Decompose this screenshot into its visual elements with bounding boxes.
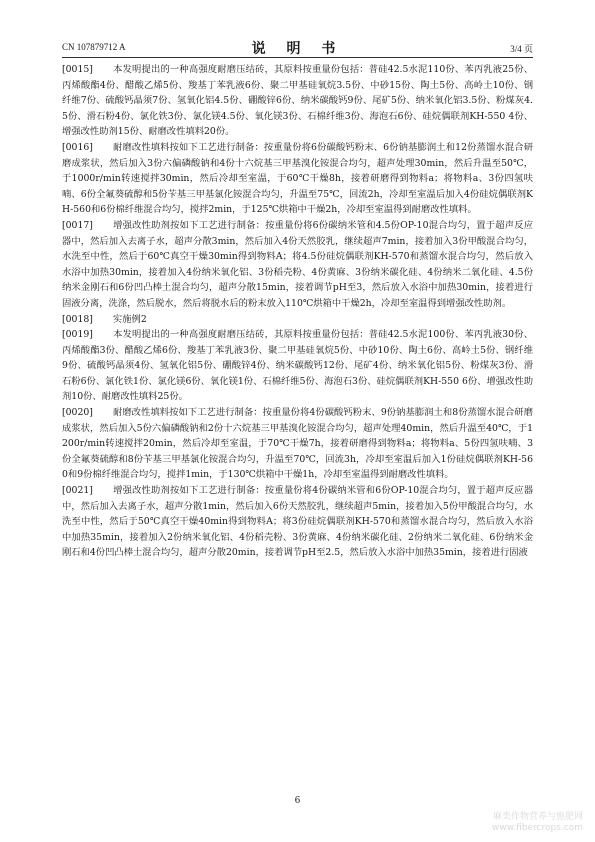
paragraph-0020 xyxy=(62,405,533,483)
paragraph-text: 本发明提出的一种高强度耐磨压结砖，其原料按重量份包括：普硅42.5水泥100份、苯丙乳液30份、丙烯酸酯3份、醋酸乙烯6份、羧基丁苯乳液3份、聚二甲基硅氧烷5份、中砂10份、陶土6份、高岭土5份、钢纤维9份、硫酸钙晶须4份、氢氧化铝5份、硼酸锌4份、纳米碳酸钙12份、尾矿4份、纳米氧化铝5份、粉煤灰3份、滑石粉6份、氯化铁1份、氯化镁6份、氧化镁1份、石棉纤维5份、海泡石3份、硅烷偶联剂KH-550 6份、增强改性助剂10份、耐磨改性填料25份。 xyxy=(62,329,533,403)
watermark-url: www.fibercrops.com xyxy=(492,823,583,833)
paragraph-text: 耐磨改性填料按如下工艺进行制备：按重量份将6份碳酸钙粉末、6份钠基膨润土和12份蒸馏水混合研磨成浆状，然后加入3份六偏磷酸钠和4份十六烷基三甲基溴化铵混合均匀，超声处理30min，然后升温至50℃，于1000r/min转速搅拌30min，然后冷却至室温，于60℃干燥8h，接着研磨得到物料a；将物料a、3份四氢呋喃、6份全氟葵硫醇和5份苄基三甲基氯化铵混合均匀，升温至75℃，回流2h，冷却至室温后加入4份硅烷偶联剂KH-560和6份棉纤维混合均匀，搅拌2min，于125℃烘箱中干燥2h，冷却至室温得到耐磨改性填料。 xyxy=(62,141,533,216)
document-body xyxy=(62,62,533,561)
paragraph-text: 增强改性助剂按如下工艺进行制备：按重量份将4份碳纳米管和6份OP-10混合均匀，置于超声反应器中，然后加入去离子水，超声分散1min，然后加入6份天然胶乳，继续超声5min，接着加入5份甲酸混合均匀，水洗至中性，然后于50℃真空干燥40min得到物料A；将3份硅烷偶联剂KH-570和蒸馏水混合均匀，然后放入水浴中加热35min，接着加入2份纳米氧化铝、4份稻壳粉、3份黄麻、4份纳米碳化硅、2份纳米二氧化硅、6份纳米金刚石和4份凹凸棒土混合均匀，超声分散20min，接着调节pH至2.5，然后放入水浴中加热35min，接着进行固液 xyxy=(62,485,533,559)
paragraph-0015 xyxy=(62,62,533,140)
page-info: 3/4 页 xyxy=(510,44,533,54)
paragraph-0017 xyxy=(62,218,533,312)
paragraph-number: [0015] xyxy=(62,64,93,75)
paragraph-text: 增强改性助剂按如下工艺进行制备：按重量份将6份碳纳米管和4.5份OP-10混合均匀，置于超声反应器中，然后加入去离子水，超声分散3min，然后加入4份天然胶乳，继续超声7min，接着加入3份甲酸混合均匀，水洗至中性，然后于60℃真空干燥30min得到物料A；将4.5份硅烷偶联剂KH-570和蒸馏水混合均匀，然后放入水浴中加热30min，接着加入4份纳米氧化铝、3份稻壳粉、4份黄麻、3份纳米碳化硅、4份纳米二氧化硅、4.5份纳米金刚石和6份凹凸棒土混合均匀，超声分散15min，接着调节pH至3，然后放入水浴中加热30min，接着进行固液分离，洗涤，然后脱水，然后将脱水后的粉末放入110℃烘箱中干燥2h，冷却至室温得到增强改性助剂。 xyxy=(62,219,533,309)
paragraph-number: [0017] xyxy=(62,219,93,231)
paragraph-number: [0020] xyxy=(62,407,93,419)
document-title: 说 明 书 xyxy=(251,41,344,57)
page-number: 6 xyxy=(294,796,301,806)
page-header xyxy=(62,38,533,58)
paragraph-0016 xyxy=(62,140,533,218)
site-watermark xyxy=(492,812,583,834)
paragraph-0021 xyxy=(62,483,533,561)
paragraph-number: [0021] xyxy=(62,485,93,497)
paragraph-number: [0019] xyxy=(62,329,93,341)
watermark-site-name: 麻类作物营养与施肥网 xyxy=(492,812,583,822)
paragraph-number: [0016] xyxy=(62,141,93,153)
paragraph-number: [0018] xyxy=(62,313,93,325)
header-rule xyxy=(62,57,533,58)
paragraph-0019 xyxy=(62,327,533,405)
paragraph-text: 本发明提出的一种高强度耐磨压结砖，其原料按重量份包括：普硅42.5水泥110份、苯丙乳液25份、丙烯酸酯4份、醋酸乙烯5份、羧基丁苯乳液6份、聚二甲基硅氧烷3.5份、中砂15份、陶土5份、高岭土10份、钢纤维7份、硫酸钙晶须7份、氢氧化铝4.5份、硼酸锌6份、纳米碳酸钙9份、尾矿5份、纳米氧化铝3.5份、粉煤灰4.5份、滑石粉4份、氯化铁3份、氯化镁4.5份、氧化镁3份、石棉纤维3份、海泡石6份、硅烷偶联剂KH-550 4份、增强改性助剂15份、耐磨改性填料20份。 xyxy=(62,64,533,138)
publication-number: CN 107879712 A xyxy=(62,42,126,52)
section-heading: 实施例2 xyxy=(112,313,147,325)
paragraph-0018 xyxy=(62,312,533,328)
paragraph-text: 耐磨改性填料按如下工艺进行制备：按重量份将4份碳酸钙粉末、9份钠基膨润土和8份蒸馏水混合研磨成浆状，然后加入5份六偏磷酸钠和2份十六烷基三甲基溴化铵混合均匀，超声处理40min，然后升温至40℃，于1200r/min转速搅拌20min，然后冷却至室温，于70℃干燥7h，接着研磨得到物料a；将物料a、5份四氢呋喃、3份全氟葵硫醇和8份苄基三甲基氯化铵混合均匀，升温至70℃，回流3h，冷却至室温后加入1份硅烷偶联剂KH-560和9份棉纤维混合均匀，搅拌1min，于130℃烘箱中干燥1h，冷却至室温得到耐磨改性填料。 xyxy=(62,407,533,481)
